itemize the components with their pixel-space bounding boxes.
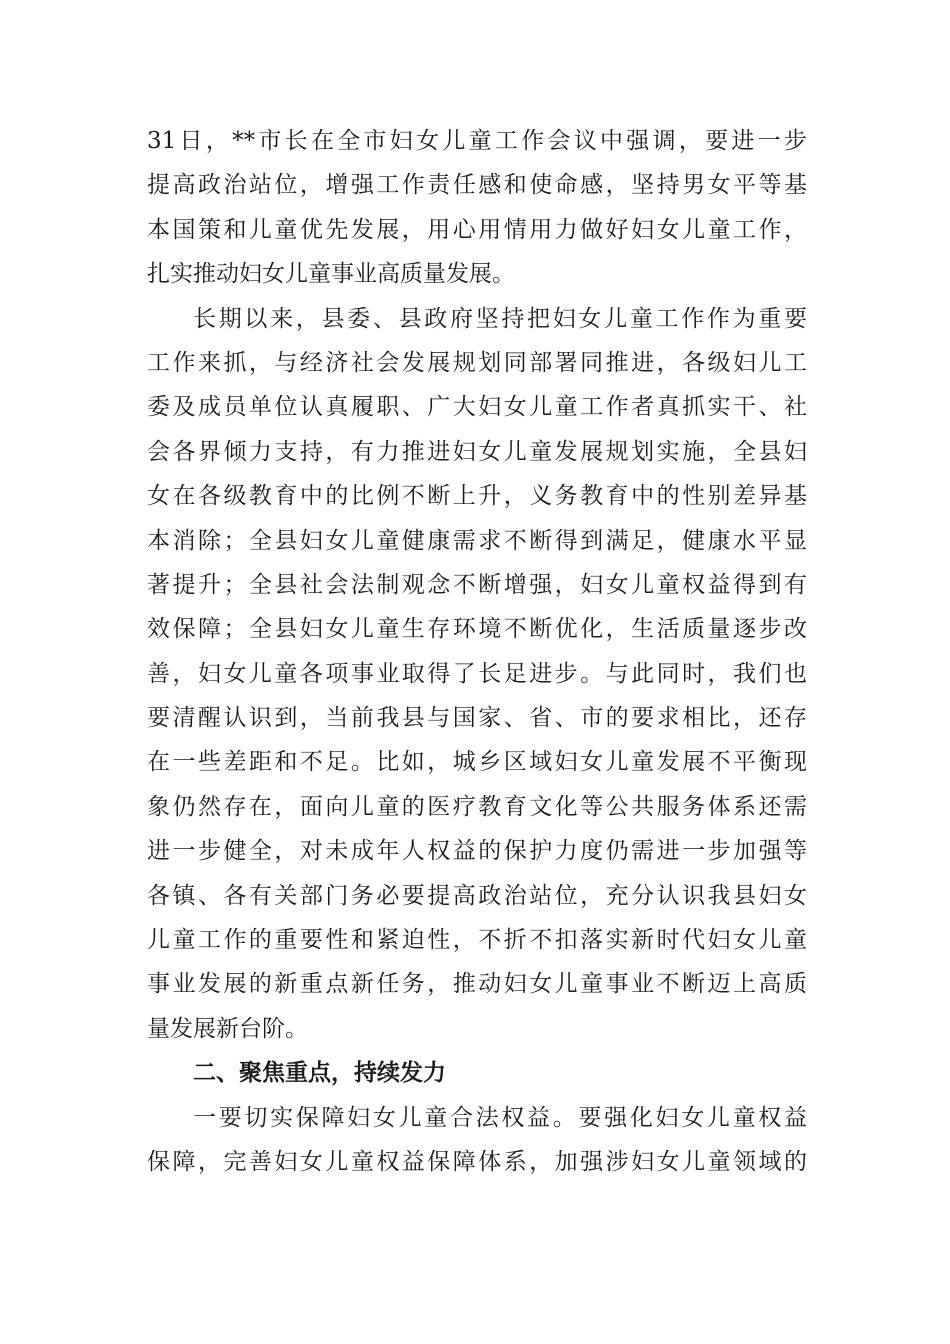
text-line: 量发展新台阶。 (147, 1015, 308, 1042)
text-line: 会各界倾力支持，有力推进妇女儿童发展规划实施，全县妇 (147, 438, 807, 465)
text-line: 委及成员单位认真履职、广大妇女儿童工作者真抓实干、社 (147, 394, 807, 421)
text-line: 效保障；全县妇女儿童生存环境不断优化，生活质量逐步改 (147, 616, 807, 643)
paragraph-2 (147, 297, 807, 1052)
paragraph-3 (147, 1096, 807, 1185)
text-line: 本消除；全县妇女儿童健康需求不断得到满足，健康水平显 (147, 527, 807, 554)
text-line: 各镇、各有关部门务必要提高政治站位，充分认识我县妇女 (147, 882, 807, 909)
text-line: 女在各级教育中的比例不断上升，义务教育中的性别差异基 (147, 483, 807, 510)
paragraph-1 (147, 119, 807, 297)
text-line: 儿童工作的重要性和紧迫性，不折不扣落实新时代妇女儿童 (147, 927, 807, 954)
text-line: 扎实推动妇女儿童事业高质量发展。 (147, 261, 515, 288)
section-heading: 二、聚焦重点，持续发力 (193, 1060, 446, 1087)
text-line: 在一些差距和不足。比如，城乡区域妇女儿童发展不平衡现 (147, 749, 807, 776)
text-line: 事业发展的新重点新任务，推动妇女儿童事业不断迈上高质 (147, 971, 807, 998)
document-body (147, 119, 807, 1184)
text-line: 提高政治站位，增强工作责任感和使命感，坚持男女平等基 (147, 172, 807, 199)
text-line: 著提升；全县社会法制观念不断增强，妇女儿童权益得到有 (147, 571, 807, 598)
text-line: 一要切实保障妇女儿童合法权益。要强化妇女儿童权益 (193, 1104, 807, 1131)
text-line: 本国策和儿童优先发展，用心用情用力做好妇女儿童工作， (147, 216, 807, 243)
text-line: 保障，完善妇女儿童权益保障体系，加强涉妇女儿童领域的 (147, 1148, 807, 1175)
text-line: 工作来抓，与经济社会发展规划同部署同推进，各级妇儿工 (147, 349, 807, 376)
text-line: 长期以来，县委、县政府坚持把妇女儿童工作作为重要 (193, 305, 807, 332)
text-line: 31日，**市长在全市妇女儿童工作会议中强调，要进一步 (147, 128, 807, 154)
text-line: 善，妇女儿童各项事业取得了长足进步。与此同时，我们也 (147, 660, 807, 687)
text-line: 要清醒认识到，当前我县与国家、省、市的要求相比，还存 (147, 705, 807, 732)
text-line: 象仍然存在，面向儿童的医疗教育文化等公共服务体系还需 (147, 793, 807, 820)
text-line: 进一步健全，对未成年人权益的保护力度仍需进一步加强等 (147, 838, 807, 865)
